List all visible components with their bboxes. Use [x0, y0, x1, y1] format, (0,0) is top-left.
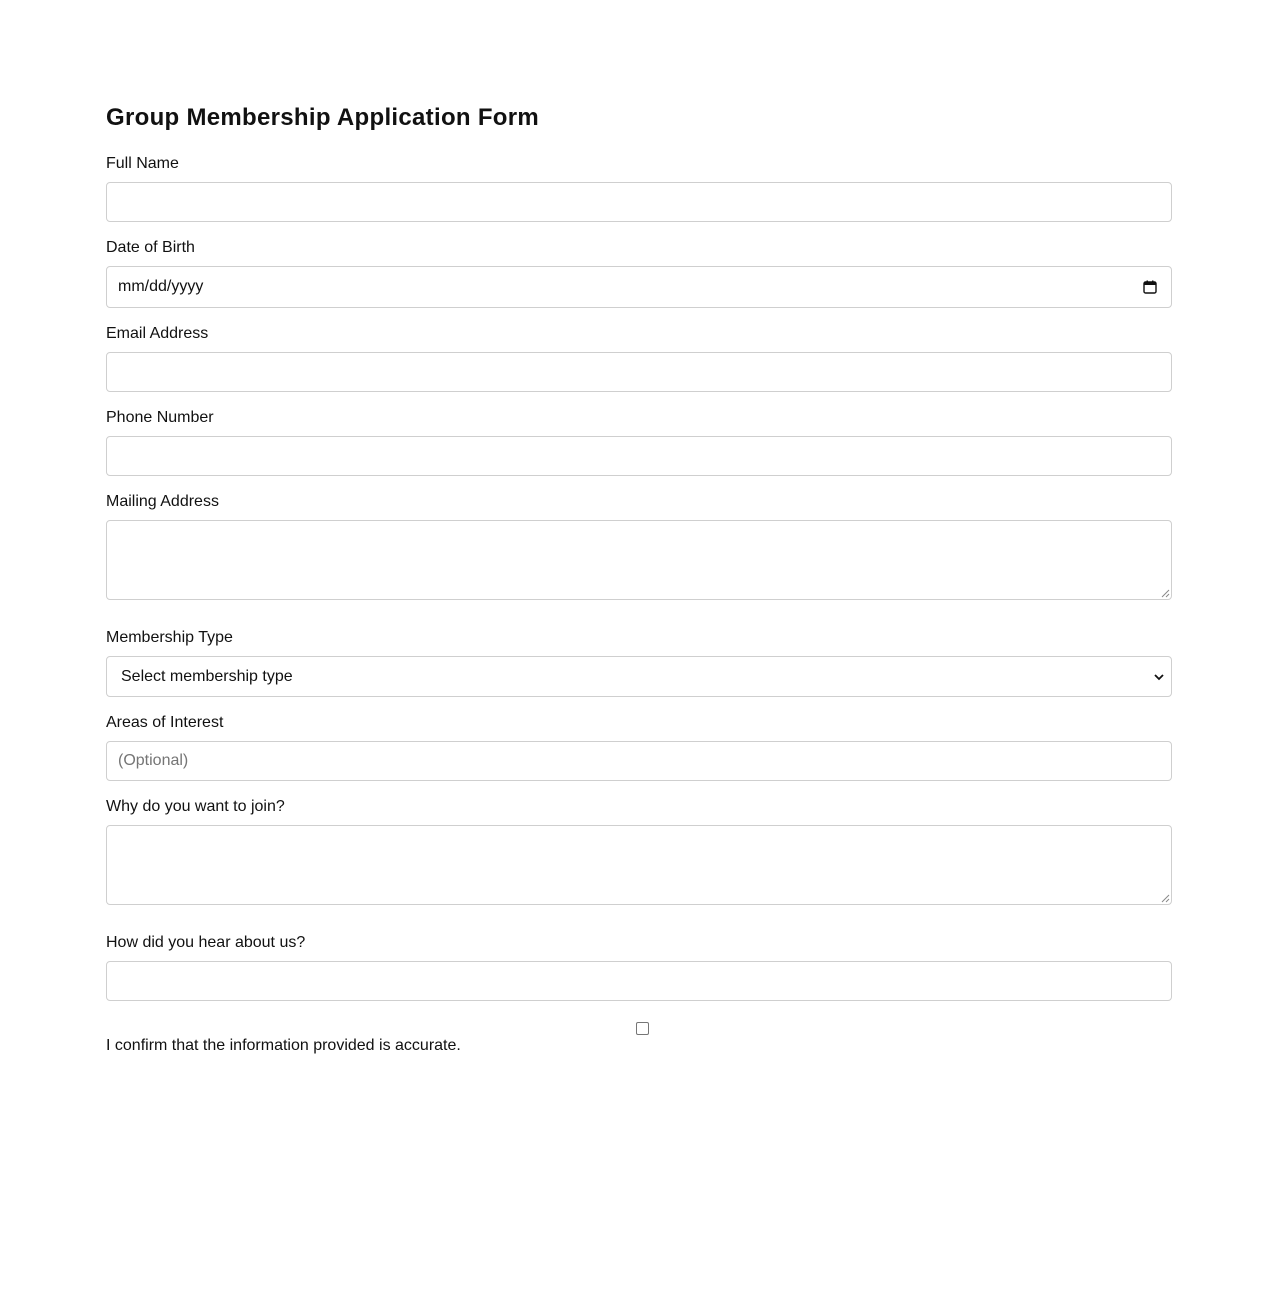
mailing-address-label: Mailing Address [106, 493, 219, 510]
resize-grip-icon[interactable] [1161, 589, 1170, 598]
full-name-input[interactable] [106, 182, 1172, 222]
email-input[interactable] [106, 352, 1172, 392]
calendar-icon[interactable] [1143, 280, 1157, 294]
membership-type-select[interactable] [106, 656, 1172, 697]
membership-type-label: Membership Type [106, 629, 233, 646]
confirm-checkbox[interactable] [636, 1022, 649, 1035]
date-of-birth-label: Date of Birth [106, 239, 195, 256]
why-join-textarea[interactable] [106, 825, 1172, 905]
referral-input[interactable] [106, 961, 1172, 1001]
membership-type-selected: Select membership type [121, 668, 293, 685]
mailing-address-textarea[interactable] [106, 520, 1172, 600]
page-title: Group Membership Application Form [106, 104, 540, 131]
date-of-birth-value: mm/dd/yyyy [118, 278, 204, 295]
resize-grip-icon[interactable] [1161, 894, 1170, 903]
email-label: Email Address [106, 325, 209, 342]
full-name-label: Full Name [106, 155, 179, 172]
phone-input[interactable] [106, 436, 1172, 476]
areas-of-interest-input[interactable] [106, 741, 1172, 781]
areas-of-interest-label: Areas of Interest [106, 714, 224, 731]
why-join-label: Why do you want to join? [106, 798, 285, 815]
referral-label: How did you hear about us? [106, 934, 306, 951]
chevron-down-icon [1153, 672, 1165, 682]
areas-of-interest-placeholder: (Optional) [118, 752, 189, 769]
date-of-birth-input[interactable] [106, 266, 1172, 308]
confirm-label: I confirm that the information provided is accurate. [106, 1037, 461, 1054]
phone-label: Phone Number [106, 409, 214, 426]
